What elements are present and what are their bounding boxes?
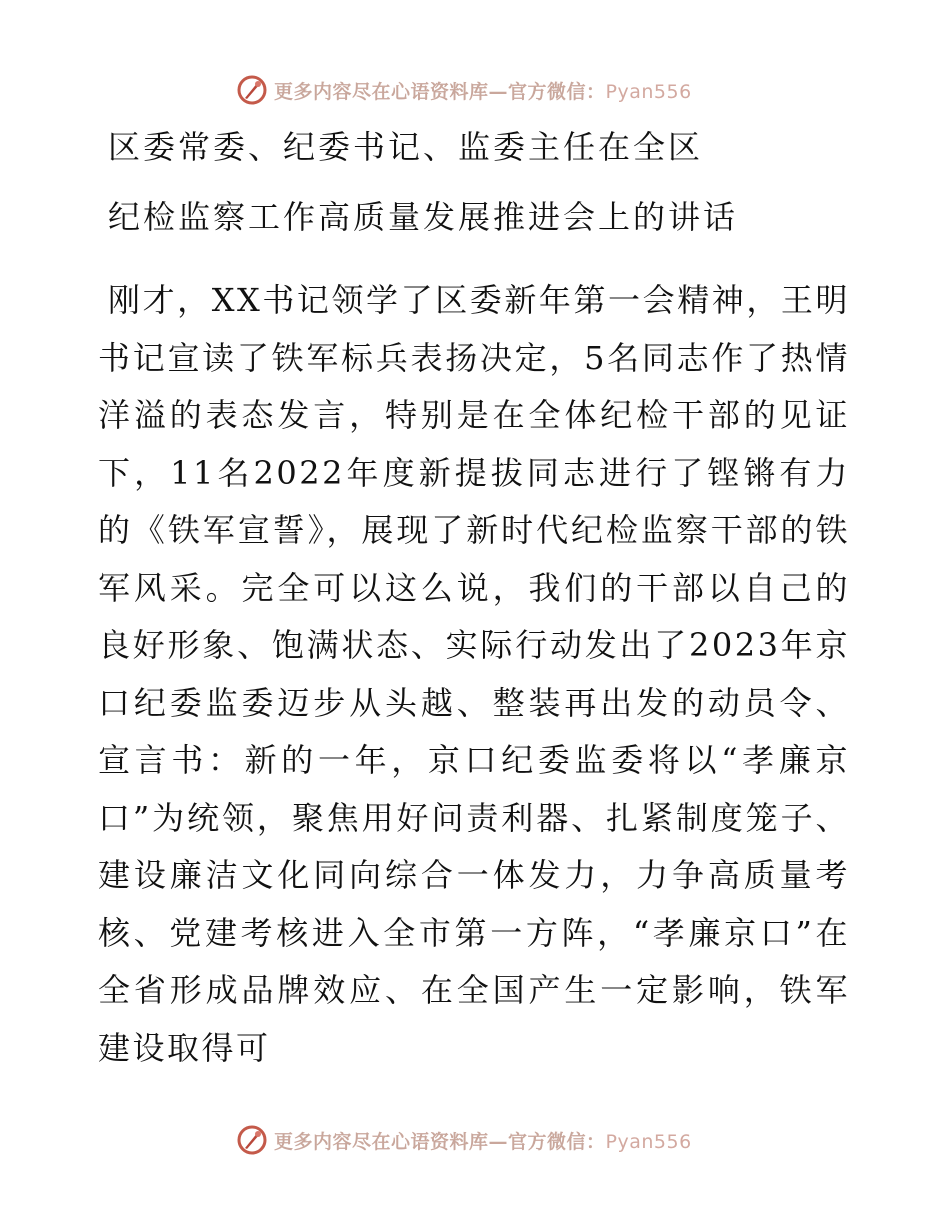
watermark-text: 更多内容尽在心语资料库—官方微信：Pyan556 xyxy=(274,1130,692,1153)
document-title-line-1: 区委常委、纪委书记、监委主任在全区 xyxy=(108,128,704,166)
footer-watermark xyxy=(236,1123,692,1157)
watermark-text: 更多内容尽在心语资料库—官方微信：Pyan556 xyxy=(274,80,692,103)
quill-logo-icon xyxy=(236,74,268,106)
quill-logo-icon xyxy=(236,1124,268,1156)
document-title-line-2: 纪检监察工作高质量发展推进会上的讲话 xyxy=(108,198,739,236)
document-body-paragraph: 刚才，XX书记领学了区委新年第一会精神，王明书记宣读了铁军标兵表扬决定，5名同志作了热情洋溢的表态发言，特别是在全体纪检干部的见证下，11名2022年度新提拔同志进行了铿锵有力的《铁军宣誓》，展现了新时代纪检监察干部的铁军风采。完全可以这么说，我们的干部以自己的良好形象、饱满状态、实际行动发出了2023年京口纪委监委迈步从头越、整装再出发的动员令、宣言书：新的一年，京口纪委监委将以“孝廉京口”为统领，聚焦用好问责利器、扎紧制度笼子、建设廉洁文化同向综合一体发力，力争高质量考核、党建考核进入全市第一方阵，“孝廉京口”在全省形成品牌效应、在全国产生一定影响，铁军建设取得可 xyxy=(98,281,850,1067)
header-watermark xyxy=(236,73,692,107)
